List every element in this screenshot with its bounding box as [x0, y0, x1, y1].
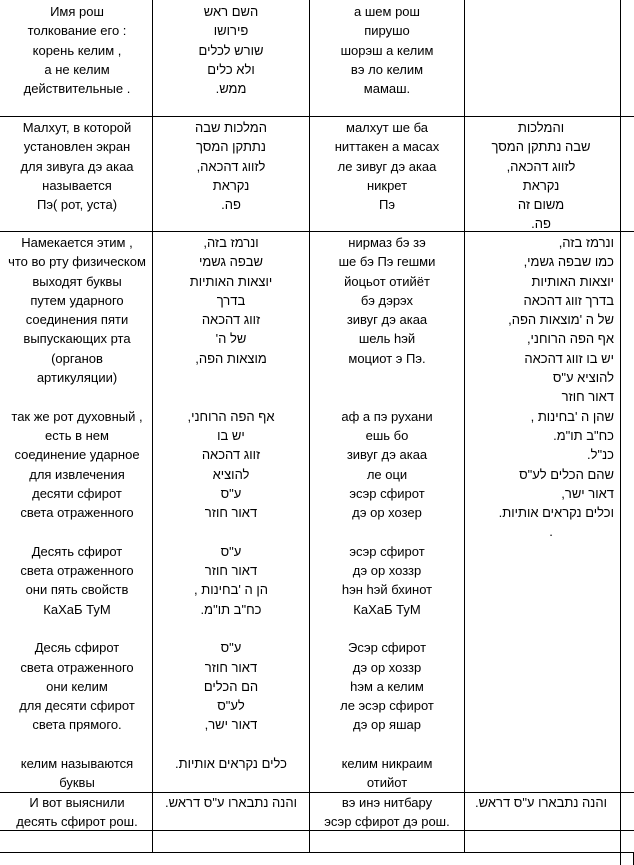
text-line: הן ה 'בחינות ,	[194, 582, 268, 598]
cell-russian	[4, 118, 150, 214]
text-line: שהן ה 'בחינות ,	[530, 408, 614, 424]
column-border	[620, 0, 621, 865]
text-line: путем ударного	[30, 292, 124, 308]
text-line: вэ ло келим	[350, 61, 424, 77]
text-line: света отраженного	[20, 505, 134, 521]
text-line: נתתקן המסך	[196, 139, 266, 155]
text-line: נקראת	[522, 177, 560, 193]
text-line: шорэш а келим	[340, 42, 434, 58]
text-line: המלכות שבה	[195, 120, 267, 135]
text-line: КаХаБ ТуМ	[353, 601, 421, 617]
text-line	[156, 735, 306, 754]
text-line: להוציא	[212, 466, 250, 482]
text-line: они пять свойств	[25, 582, 129, 598]
text-line: келим называются	[20, 756, 134, 772]
text-line: משום זה	[517, 197, 565, 213]
text-line: ше бэ Пэ гешми	[338, 254, 436, 270]
text-line	[468, 812, 614, 831]
cell-transliteration	[312, 118, 462, 214]
text-line: ע"ס	[220, 485, 242, 501]
cell-transliteration	[312, 793, 462, 832]
text-line: בדרך זווג דהכאה	[523, 292, 614, 308]
text-line: ע"ס	[220, 543, 242, 559]
text-line: .	[549, 524, 553, 540]
text-line: דאור חוזר	[204, 659, 258, 675]
text-line: אף הפה הרוחני,	[526, 331, 614, 347]
row-border	[0, 116, 634, 117]
text-line: Имя рош	[50, 4, 104, 19]
text-line: דאור חוזר	[204, 563, 258, 579]
text-line: вэ инэ нитбару	[341, 795, 433, 810]
text-line: נקראת	[212, 177, 250, 193]
text-line	[156, 368, 306, 387]
text-line: ממש.	[215, 81, 247, 97]
text-line: а шем рош	[354, 4, 420, 19]
text-line: hэм а келим	[350, 678, 424, 694]
text-line: Намекается этим ,	[21, 235, 133, 250]
text-line: они келим	[46, 678, 108, 694]
text-line: והנה נתבארו ע"ס דראש.	[475, 795, 607, 810]
text-line: לזווג דהכאה,	[196, 158, 266, 174]
text-line: שורש לכלים	[198, 42, 264, 58]
text-line: כלים נקראים אותיות.	[175, 756, 287, 772]
column-border	[152, 0, 153, 852]
text-line: זווג דהכאה	[201, 447, 261, 463]
text-line: дэ ор хоззр	[352, 659, 422, 675]
text-line: есть в нем	[45, 427, 109, 443]
text-line: света отраженного	[20, 659, 134, 675]
text-line: света прямого.	[32, 717, 122, 733]
text-line: דאור חוזר	[204, 505, 258, 521]
cell-hebrew	[156, 118, 306, 214]
cell-hebrew	[156, 793, 306, 832]
text-line: для зивуга дэ акаа	[20, 158, 134, 174]
text-line: לזווג דהכאה,	[506, 158, 576, 174]
text-line: нирмаз бэ зэ	[348, 235, 426, 250]
text-line: йоцьот отийёт	[344, 273, 430, 289]
text-line: корень келим ,	[32, 42, 122, 58]
text-line: что во рту физическом	[8, 254, 146, 270]
text-line: דאור ישר,	[561, 485, 614, 501]
cell-russian	[4, 2, 150, 98]
text-line: И вот выяснили	[29, 795, 125, 810]
text-line: мамаш.	[363, 81, 411, 97]
column-border	[464, 0, 465, 852]
cell-hebrew	[156, 233, 306, 793]
text-line: להוציא ע"ס	[552, 370, 614, 386]
text-line: ונרמז בזה,	[203, 235, 259, 250]
text-line: Пэ( рот, уста)	[36, 197, 118, 213]
text-line: ешь бо	[365, 427, 409, 443]
text-line: отийот	[366, 775, 408, 791]
text-line: толкование его :	[27, 23, 127, 39]
text-line: никрет	[366, 177, 408, 193]
text-line	[4, 735, 150, 754]
text-line: כמו שבפה גשמי,	[523, 254, 614, 270]
text-line: דאור חוזר	[561, 389, 614, 405]
text-line: эсэр сфирот дэ рош.	[324, 814, 450, 830]
text-line: выпускающих рта	[23, 331, 131, 347]
text-line	[312, 522, 462, 541]
cell-hebrew-original	[468, 233, 614, 542]
text-line: моциот э Пэ.	[348, 350, 426, 366]
text-line: бэ дэрэх	[360, 292, 414, 308]
text-line: выходят буквы	[32, 273, 122, 289]
cell-transliteration	[312, 233, 462, 793]
text-line: пирушо	[364, 23, 410, 39]
text-line: десяти сфирот	[32, 485, 122, 501]
text-line: זווג דהכאה	[201, 312, 261, 328]
text-line: для извлечения	[29, 466, 125, 482]
cell-hebrew-original	[468, 118, 614, 234]
text-line: יוצאות האותיות	[531, 273, 614, 289]
text-line: так же рот духовный ,	[11, 408, 143, 424]
text-line: аф а пэ рухани	[341, 408, 433, 424]
text-line	[4, 619, 150, 638]
cell-hebrew-original	[468, 793, 614, 832]
text-line: ע"ס	[220, 640, 242, 656]
text-line: פה.	[531, 216, 551, 232]
cell-hebrew	[156, 2, 306, 98]
text-line: малхут ше ба	[346, 120, 428, 135]
text-line: дэ ор хоззр	[352, 563, 422, 579]
text-line: зивуг дэ акаа	[346, 447, 428, 463]
text-line: בדרך	[216, 292, 246, 308]
text-line	[4, 387, 150, 406]
text-line: יש בו	[217, 427, 245, 443]
text-line: לע"ס	[217, 698, 245, 714]
text-line	[312, 735, 462, 754]
text-line: פה.	[221, 197, 241, 213]
text-line: דאור ישר,	[204, 717, 258, 733]
text-line: дэ ор яшар	[353, 717, 421, 733]
text-line: והמלכות	[517, 120, 565, 135]
text-line: называется	[42, 177, 112, 193]
text-line	[156, 387, 306, 406]
text-line	[312, 387, 462, 406]
text-line: של ה 'מוצאות הפה,	[508, 312, 614, 328]
row-border	[0, 852, 634, 853]
text-line: ולא כלים	[207, 61, 255, 77]
text-line: действительные .	[23, 81, 131, 97]
text-line: буквы	[59, 775, 95, 791]
text-line: соединения пяти	[25, 312, 129, 328]
text-line: מוצאות הפה,	[195, 350, 267, 366]
text-line: פירושו	[213, 23, 249, 39]
text-line	[4, 522, 150, 541]
text-line: эсэр сфирот	[349, 543, 425, 559]
text-line: וכלים נקראים אותיות.	[498, 505, 614, 521]
text-line	[156, 773, 306, 792]
text-line	[312, 368, 462, 387]
text-line: десять сфирот рош.	[16, 814, 138, 830]
text-line: ниттакен а масах	[334, 139, 440, 155]
text-line: ונרמז בזה,	[558, 235, 614, 250]
text-line: КаХаБ ТуМ	[43, 601, 111, 617]
text-line: השם ראש	[203, 4, 259, 19]
text-line: Десять сфирот	[31, 543, 123, 559]
text-line: יש בו זווג דהכאה	[524, 350, 614, 366]
text-line: эсэр сфирот	[349, 485, 425, 501]
column-border	[309, 0, 310, 852]
text-line: יוצאות האותיות	[189, 273, 273, 289]
text-line: соединение ударное	[14, 447, 140, 463]
text-line	[156, 812, 306, 831]
text-line: hэн hэй бхинот	[341, 582, 433, 598]
cell-russian	[4, 233, 150, 793]
text-line: артикуляции)	[36, 370, 118, 386]
text-line: а не келим	[44, 61, 110, 77]
text-line: שבפה גשמי	[198, 254, 264, 270]
text-line: ле эсэр сфирот	[340, 698, 434, 714]
text-line: Эсэр сфирот	[347, 640, 427, 656]
text-line: зивуг дэ акаа	[346, 312, 428, 328]
cell-transliteration	[312, 2, 462, 98]
text-line: ле зивуг дэ акаа	[337, 158, 437, 174]
text-line: шель hэй	[358, 331, 416, 347]
text-line: שבה נתתקן המסך	[491, 139, 591, 155]
text-line: כנ"ל.	[587, 447, 614, 463]
text-line: של ה'	[215, 331, 247, 347]
text-line: הם הכלים	[203, 678, 259, 694]
text-line	[312, 619, 462, 638]
text-line: כח"ב תו"מ.	[200, 601, 262, 617]
text-line: והנה נתבארו ע"ס דראש.	[165, 795, 297, 810]
text-line: для десяти сфирот	[19, 698, 135, 714]
text-line: установлен экран	[23, 139, 131, 155]
text-line: ле оци	[366, 466, 408, 482]
text-line: Малхут, в которой	[22, 120, 132, 135]
text-line	[156, 619, 306, 638]
text-line: келим никраим	[341, 756, 433, 772]
text-line: Десяь сфирот	[34, 640, 120, 656]
text-line: дэ ор хозер	[352, 505, 422, 521]
text-line	[156, 522, 306, 541]
text-line: Пэ	[379, 197, 395, 213]
text-line: (органов	[51, 350, 103, 366]
text-line: אף הפה הרוחני,	[187, 408, 275, 424]
text-line: כח"ב תו"מ.	[553, 427, 614, 443]
text-line: שהם הכלים לע"ס	[519, 466, 614, 482]
text-line: света отраженного	[20, 563, 134, 579]
cell-russian	[4, 793, 150, 832]
